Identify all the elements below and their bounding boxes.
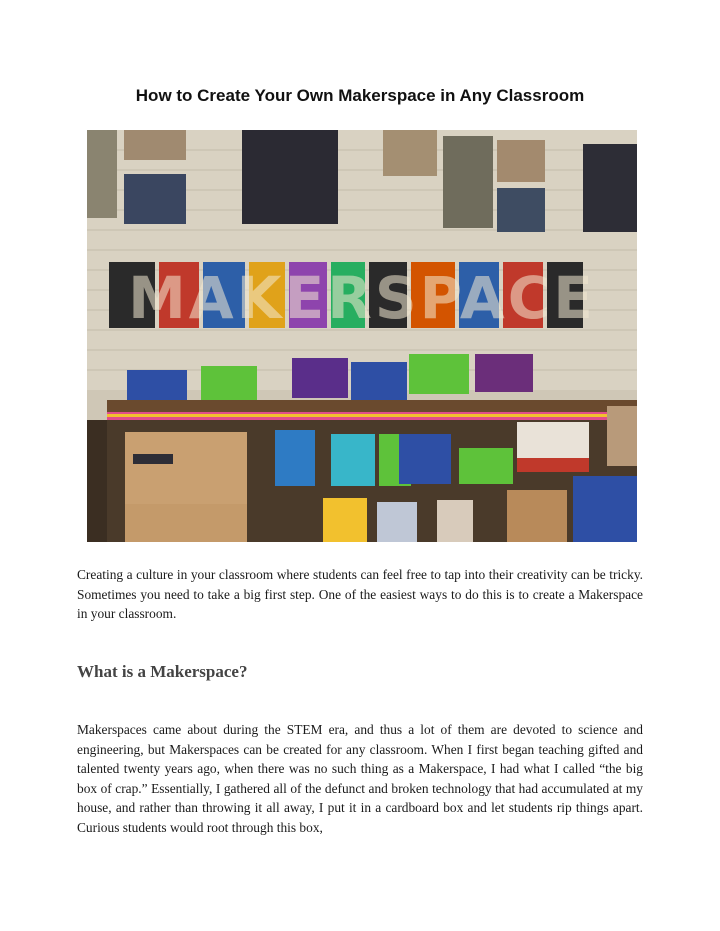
makerspace-sign [109,262,596,332]
sign-text: MAKERSPACE [128,264,596,332]
makerspace-photo [87,130,637,542]
section-paragraph: Makerspaces came about during the STEM era, and thus a lot of them are devoted to science and engineering, but Makerspaces can be created for any classroom. When I first began teaching gifted and talented twenty years ago, when there was no such thing as a Makerspace, I had what I called “the big box of crap.” Essentially, I gathered all of the defunct and broken technology that had accumulated at my house, and rather than throwing it all away, I put it in a cardboard box and let students rip things apart. Curious students would root through this box, [77,722,643,835]
section-heading: What is a Makerspace? [77,662,248,681]
intro-paragraph: Creating a culture in your classroom where students can feel free to tap into their creativity can be tricky. Sometimes you need to take a big first step. One of the easiest ways to do this is to create a Makerspace in your classroom. [77,567,643,622]
page-title: How to Create Your Own Makerspace in Any Classroom [135,86,585,105]
